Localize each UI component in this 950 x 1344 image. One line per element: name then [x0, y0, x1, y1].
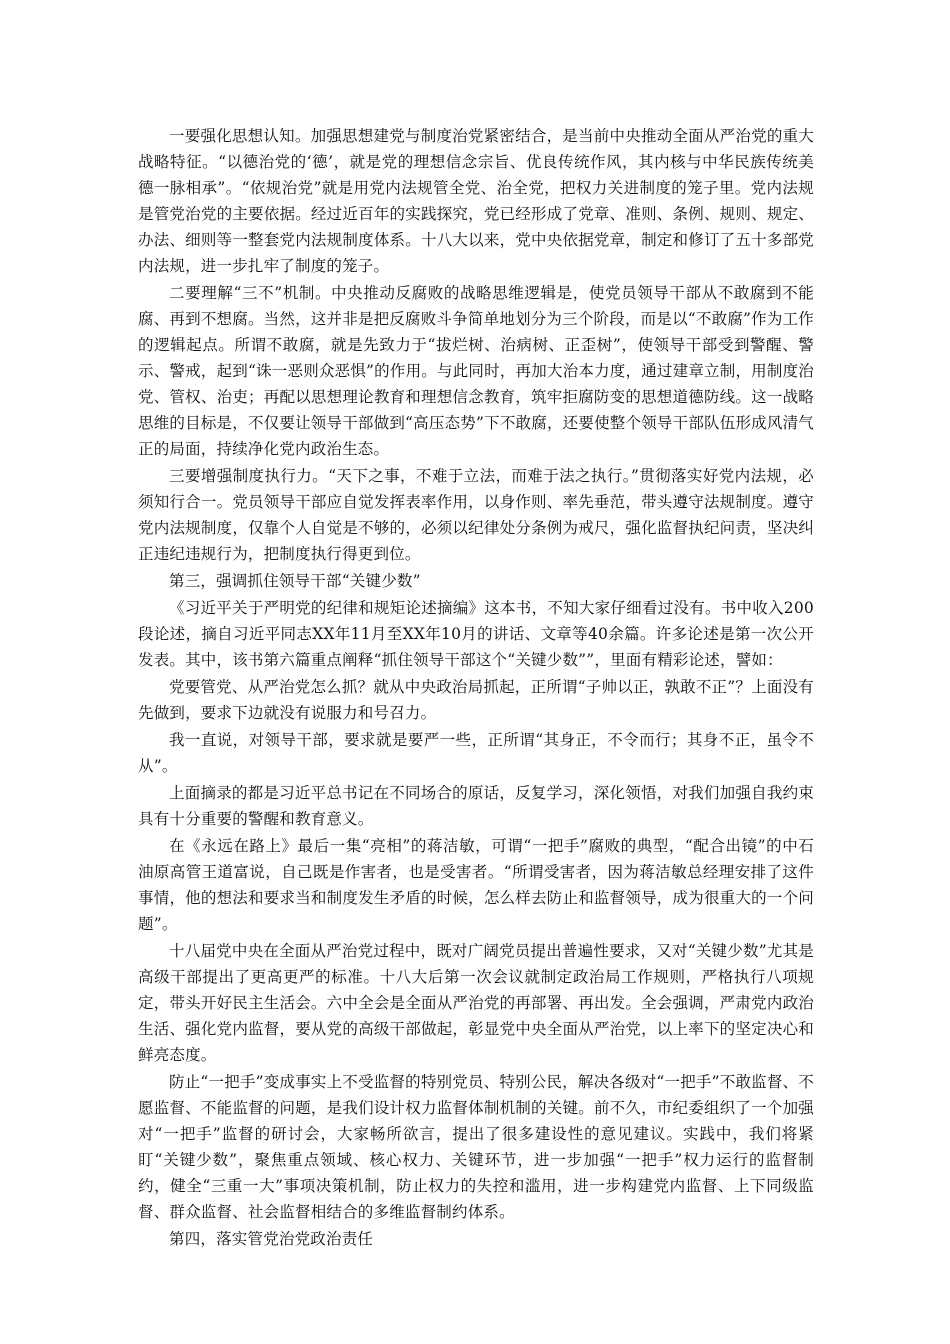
section-heading-political-responsibility: 第四，落实管党治党政治责任: [169, 1230, 374, 1248]
paragraph-enforcement: 三要增强制度执行力。“天下之事，不难于立法，而难于法之执行。”贯彻落实好党内法规，必须知行合一。党员领导干部应自觉发挥表率作用，以身作则、率先垂范，带头遵守法规制度。遵守党内法规制度，仅靠个人自觉是不够的，必须以纪律处分条例为戒尺，强化监督执纪问责，坚决纠正违纪违规行为，把制度执行得更到位。: [138, 467, 814, 563]
paragraph-three-no-mechanism: 二要理解“三不”机制。中央推动反腐败的战略思维逻辑是，使党员领导干部从不敢腐到不能腐、再到不想腐。当然，这并非是把反腐败斗争简单地划分为三个阶段，而是以“不敢腐”作为工作的逻辑起点。所谓不敢腐，就是先致力于“拔烂树、治病树、正歪树”，使领导干部受到警醒、警示、警戒，起到“诛一恶则众恶惧”的作用。与此同时，再加大治本力度，通过建章立制，用制度治党、管权、治吏；再配以思想理论教育和理想信念教育，筑牢拒腐防变的思想道德防线。这一战略思维的目标是，不仅要让领导干部做到“高压态势”下不敢腐，还要使整个领导干部队伍形成风清气正的局面，持续净化党内政治生态。: [138, 284, 814, 458]
document-body: [138, 123, 814, 1253]
paragraph-book-intro: 《习近平关于严明党的纪律和规矩论述摘编》这本书，不知大家仔细看过没有。书中收入200段论述，摘自习近平同志XX年11月至XX年10月的讲话、文章等40余篇。许多论述是第一次公开发表。其中，该书第六篇重点阐释“抓住领导干部这个“关键少数””，里面有精彩论述，譬如：: [138, 599, 814, 669]
section-heading-key-minority: 第三，强调抓住领导干部“关键少数”: [169, 572, 421, 590]
paragraph-documentary-case: 在《永远在路上》最后一集“亮相”的蒋洁敏，可谓“一把手”腐败的典型，“配合出镜”的中石油原高管王道富说，自己既是作害者，也是受害者。“所谓受害者，因为蒋洁敏总经理安排了这件事情，他的想法和要求当和制度发生矛盾的时候，怎么样去防止和监督领导，成为很重大的一个问题”。: [138, 837, 814, 933]
paragraph-quote-summary: 上面摘录的都是习近平总书记在不同场合的原话，反复学习，深化领悟，对我们加强自我约束具有十分重要的警醒和教育意义。: [138, 784, 814, 828]
paragraph-quote-2: 我一直说，对领导干部，要求就是要严一些，正所谓“其身正，不令而行；其身不正，虽令不从”。: [138, 731, 814, 775]
paragraph-supervision-top-leaders: 防止“一把手”变成事实上不受监督的特别党员、特别公民，解决各级对“一把手”不敢监督、不愿监督、不能监督的问题，是我们设计权力监督体制机制的关键。前不久，市纪委组织了一个加强对“一把手”监督的研讨会，大家畅所欲言，提出了很多建设性的意见建议。实践中，我们将紧盯“关键少数”，聚焦重点领域、核心权力、关键环节，进一步加强“一把手”权力运行的监督制约，健全“三重一大”事项决策机制，防止权力的失控和滥用，进一步构建党内监督、上下同级监督、群众监督、社会监督相结合的多维监督制约体系。: [138, 1073, 814, 1221]
paragraph-strengthen-ideology: 一要强化思想认知。加强思想建党与制度治党紧密结合，是当前中央推动全面从严治党的重大战略特征。“以德治党的‘德’，就是党的理想信念宗旨、优良传统作风，其内核与中华民族传统美德一脉相承”。“依规治党”就是用党内法规管全党、治全党，把权力关进制度的笼子里。党内法规是管党治党的主要依据。经过近百年的实践探究，党已经形成了党章、准则、条例、规则、规定、办法、细则等一整套党内法规制度体系。十八大以来，党中央依据党章，制定和修订了五十多部党内法规，进一步扎牢了制度的笼子。: [138, 127, 814, 275]
paragraph-18th-committee: 十八届党中央在全面从严治党过程中，既对广阔党员提出普遍性要求，又对“关键少数”尤其是高级干部提出了更高更严的标准。十八大后第一次会议就制定政治局工作规则，严格执行八项规定，带头开好民主生活会。六中全会是全面从严治党的再部署、再出发。全会强调，严肃党内政治生活、强化党内监督，要从党的高级干部做起，彰显党中央全面从严治党，以上率下的坚定决心和鲜亮态度。: [138, 942, 814, 1064]
paragraph-quote-1: 党要管党、从严治党怎么抓？就从中央政治局抓起，正所谓“子帅以正，孰敢不正”？上面没有先做到，要求下边就没有说服力和号召力。: [138, 678, 814, 722]
